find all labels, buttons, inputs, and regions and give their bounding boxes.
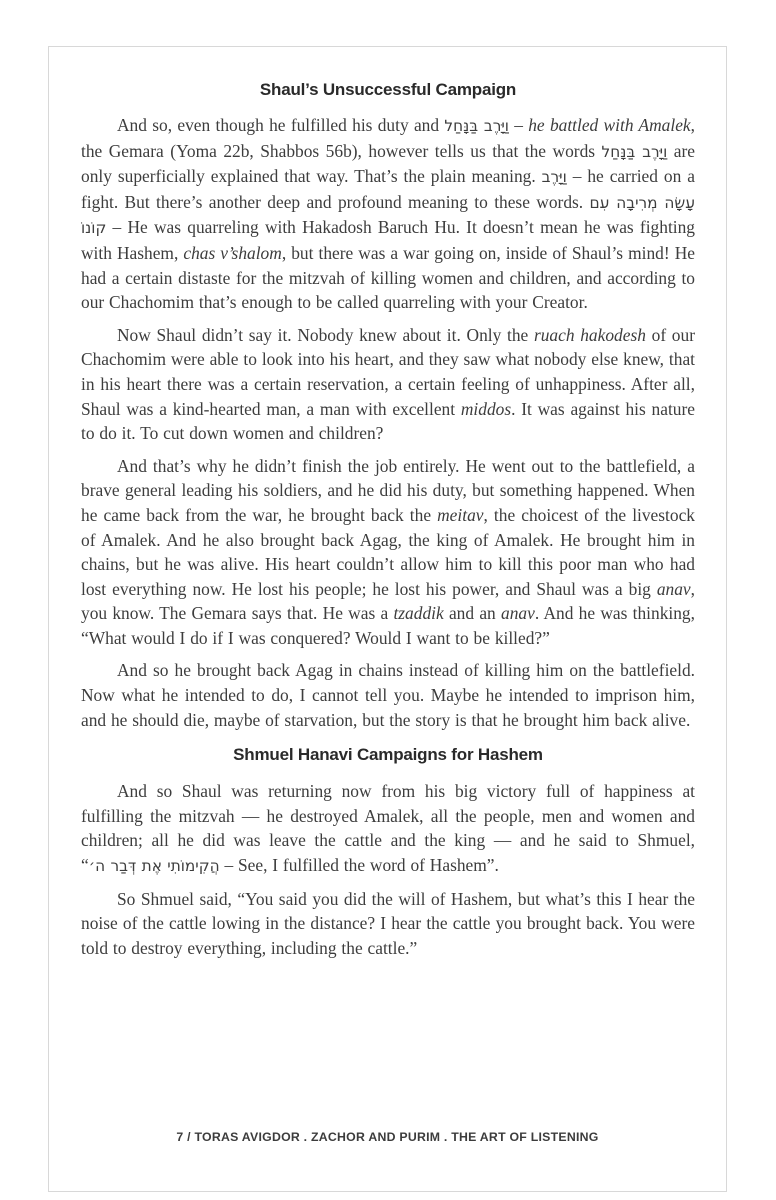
text-run: And so, even though he fulfilled his duty and [117, 115, 445, 135]
document-page [48, 46, 727, 1192]
hebrew-phrase: וַיָּרֶב [541, 168, 567, 187]
paragraph-5 [81, 779, 695, 878]
italic-term: he battled with Amalek [528, 115, 691, 135]
hebrew-phrase: וַיָּרֶב בַּנָּחַל [601, 142, 668, 161]
text-run: And so he brought back Agag in chains instead of killing him on the battlefield. Now what he intended to do, I cannot tell you. Maybe he intended to imprison him, and he should die, maybe of starvation, but the story is that he brought him back alive. [81, 660, 695, 730]
italic-term: anav [501, 603, 535, 624]
text-run: – he carried on a fight. But there’s another deep and profound meaning to these words. [81, 166, 695, 212]
text-run: and an [443, 603, 502, 624]
text-run: So Shmuel said, “You said you did the will of Hashem, but what’s this I hear the noise of the cattle lowing in the distance? I hear the cattle you brought back. You were told to destroy everything, including the cattle.” [81, 888, 695, 958]
text-run: And so Shaul was returning now from his big victory full of happiness at fulfilling the mitzvah — he destroyed Amalek, all the people, men and women and children; all he did was leave the cattle and the king — and he said to Shmuel, “ [81, 781, 695, 876]
paragraph-2 [81, 323, 695, 446]
text-run: . And he was thinking, “What would I do if I was conquered? Would I want to be killed?” [81, 603, 695, 648]
text-run: Now Shaul didn’t say it. Nobody knew about it. Only the [117, 324, 534, 345]
text-run: – He was quarreling with Hakadosh Baruch Hu. It doesn’t mean he was fighting with Hashem, [81, 217, 695, 263]
italic-term: middos [460, 398, 512, 419]
text-run: , but there was a war going on, inside of Shaul’s mind! He had a certain distaste for the mitzvah of killing women and children, and according to our Chachomim that’s enough to be called quarreling with your Creator. [81, 242, 695, 313]
italic-term: meitav [437, 504, 484, 525]
section-title-shauls-campaign: Shaul’s Unsuccessful Campaign [259, 80, 517, 99]
text-run: are only superficially explained that way. That’s the plain meaning. [81, 140, 695, 187]
text-run: , you know. The Gemara says that. He was a [81, 578, 695, 624]
paragraph-3 [81, 454, 695, 651]
hebrew-phrase: עָשָׂה מְרִיבָה עִם קוֹנוֹ [81, 193, 695, 238]
italic-term: tzaddik [393, 603, 444, 624]
text-run: – [508, 115, 529, 135]
text-run: of our Chachomim were able to look into his heart, and they saw what nobody else knew, that in his heart there was a certain reservation, a certain feeling of unhappiness. After all, Shaul was a kind-hearted man, a man with excellent [81, 324, 695, 419]
italic-term: anav [656, 578, 691, 599]
text-run: , the Gemara (Yoma 22b, Shabbos 56b), however tells us that the words [81, 115, 696, 161]
italic-term: chas v’shalom [183, 242, 282, 263]
page-footer: 7 / TORAS AVIGDOR . ZACHOR AND PURIM . THE ART OF LISTENING [176, 1130, 599, 1144]
italic-term: ruach hakodesh [533, 324, 646, 345]
hebrew-phrase: הֲקִימוֹתִי אֶת דְּבַר ה׳ [88, 857, 220, 876]
text-run: , the choicest of the livestock of Amalek. And he also brought back Agag, the king of Amalek. He brought him in chains, but he was alive. His heart couldn’t allow him to kill this poor man who had lost everything now. He lost his people; he lost his power, and Shaul was a big [81, 504, 695, 599]
paragraph-1 [81, 113, 695, 315]
paragraph-6 [81, 887, 695, 961]
section-title-shmuel-campaigns: Shmuel Hanavi Campaigns for Hashem [233, 745, 543, 765]
text-run: – See, I fulfilled the word of Hashem”. [219, 855, 499, 876]
paragraph-4 [81, 658, 695, 732]
text-run: . It was against his nature to do it. To cut down women and children? [81, 398, 696, 444]
hebrew-phrase: וַיָּרֶב בַּנָּחַל [444, 117, 509, 135]
text-run: And that’s why he didn’t finish the job entirely. He went out to the battlefield, a brave general leading his soldiers, and he did his duty, but something happened. When he came back from the war, he brought back the [81, 455, 695, 525]
